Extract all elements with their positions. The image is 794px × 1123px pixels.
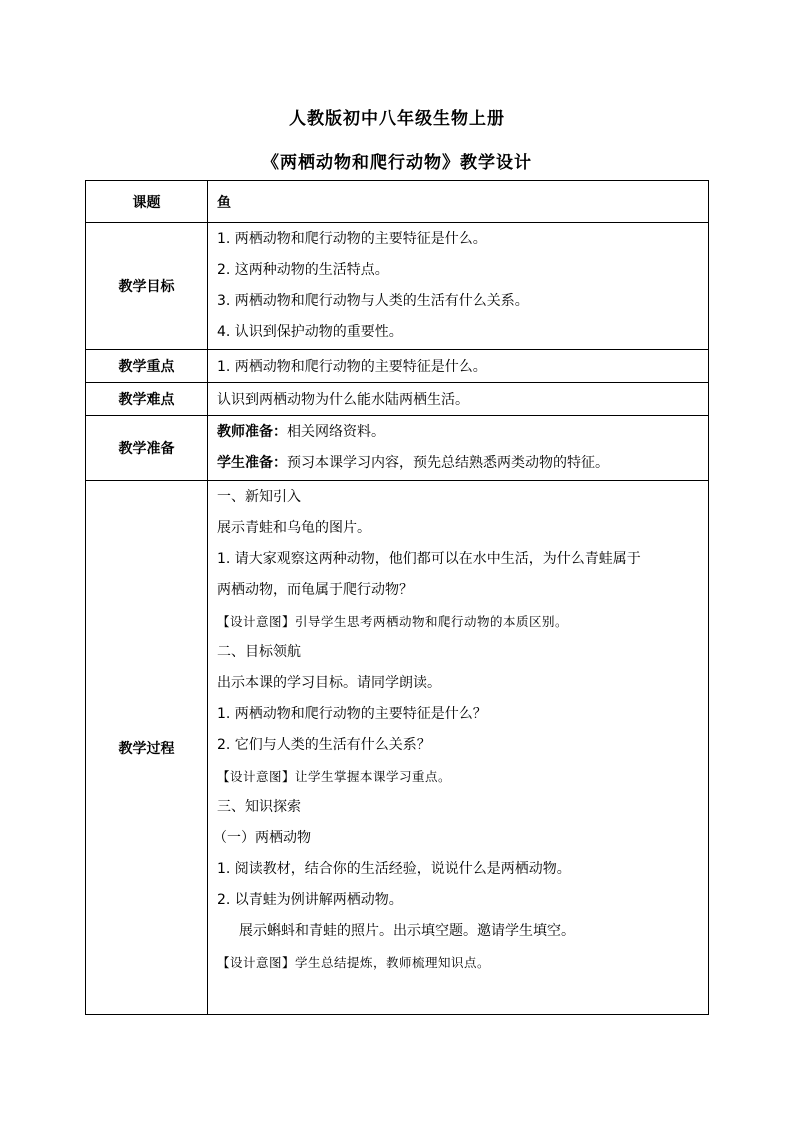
row-key-points (86, 350, 709, 383)
row-preparation (86, 416, 709, 481)
key-points-value: 1. 两栖动物和爬行动物的主要特征是什么。 (208, 350, 709, 383)
label-process: 教学过程 (86, 481, 208, 1015)
row-topic (86, 181, 709, 223)
row-process (86, 481, 709, 1015)
process-item: 1. 阅读教材，结合你的生活经验，说说什么是两栖动物。 (217, 861, 571, 877)
label-objectives: 教学目标 (86, 223, 208, 350)
lesson-plan-table (85, 180, 709, 1015)
section-heading: 三、知识探索 (217, 799, 301, 815)
design-intent-note: 【设计意图】学生总结提炼，教师梳理知识点。 (217, 955, 491, 970)
row-objectives (86, 223, 709, 350)
section-heading: 二、目标领航 (217, 644, 301, 660)
objective-item: 1. 两栖动物和爬行动物的主要特征是什么。 (217, 231, 487, 247)
topic-value: 鱼 (208, 181, 709, 223)
process-item: 2. 以青蛙为例讲解两栖动物。 (217, 892, 403, 908)
process-content (208, 481, 709, 1015)
process-item: 2. 它们与人类的生活有什么关系？ (217, 737, 431, 753)
design-intent-note: 【设计意图】让学生掌握本课学习重点。 (217, 769, 452, 784)
objective-item: 3. 两栖动物和爬行动物与人类的生活有什么关系。 (217, 293, 529, 309)
objectives-list (208, 223, 709, 350)
student-preparation (217, 448, 708, 479)
document-subtitle: 《两栖动物和爬行动物》教学设计 (262, 153, 532, 173)
preparation-content (208, 416, 709, 481)
label-difficulties: 教学难点 (86, 383, 208, 416)
teacher-preparation-label: 教师准备： (217, 424, 287, 440)
process-item: 1. 两栖动物和爬行动物的主要特征是什么？ (217, 706, 487, 722)
document-title: 人教版初中八年级生物上册 (289, 109, 505, 129)
teacher-preparation-value: 相关网络资料。 (287, 424, 385, 440)
section-heading: 一、新知引入 (217, 489, 301, 505)
objective-item: 2. 这两种动物的生活特点。 (217, 262, 389, 278)
process-question: 1. 请大家观察这两种动物，他们都可以在水中生活，为什么青蛙属于 (217, 551, 641, 567)
process-text: 出示本课的学习目标。请同学朗读。 (217, 675, 441, 691)
process-text: 展示青蛙和乌龟的图片。 (217, 520, 371, 536)
row-difficulties (86, 383, 709, 416)
objective-item: 4. 认识到保护动物的重要性。 (217, 324, 403, 340)
teacher-preparation (217, 417, 708, 448)
student-preparation-value: 预习本课学习内容，预先总结熟悉两类动物的特征。 (287, 455, 609, 471)
process-question-cont: 两栖动物，而龟属于爬行动物？ (217, 582, 413, 598)
process-text: 展示蝌蚪和青蛙的照片。出示填空题。邀请学生填空。 (239, 923, 575, 939)
label-preparation: 教学准备 (86, 416, 208, 481)
student-preparation-label: 学生准备： (217, 455, 287, 471)
difficulties-value: 认识到两栖动物为什么能水陆两栖生活。 (208, 383, 709, 416)
subsection-heading: （一）两栖动物 (213, 830, 311, 846)
label-key-points: 教学重点 (86, 350, 208, 383)
label-topic: 课题 (86, 181, 208, 223)
design-intent-note: 【设计意图】引导学生思考两栖动物和爬行动物的本质区别。 (217, 614, 569, 629)
